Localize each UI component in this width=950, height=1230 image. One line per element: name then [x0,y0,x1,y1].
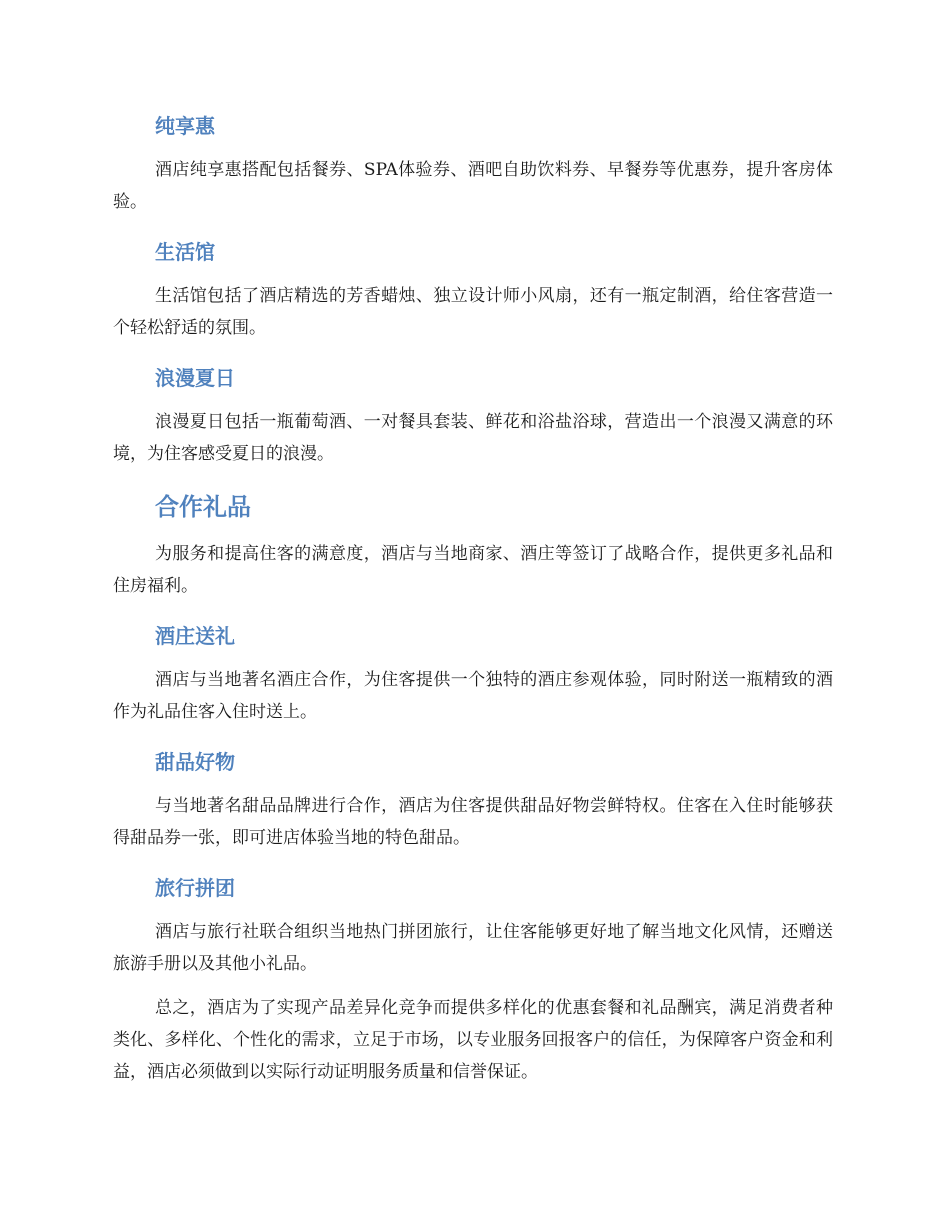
paragraph-hezuolipin: 为服务和提高住客的满意度，酒店与当地商家、酒庄等签订了战略合作，提供更多礼品和住房福利。 [113,544,833,596]
heading-hezuolipin: 合作礼品 [155,493,251,521]
paragraph-langmanxiari: 浪漫夏日包括一瓶葡萄酒、一对餐具套装、鲜花和浴盐浴球，营造出一个浪漫又满意的环境，为住客感受夏日的浪漫。 [113,412,833,464]
paragraph-shenghuoguan: 生活馆包括了酒店精选的芳香蜡烛、独立设计师小风扇，还有一瓶定制酒，给住客营造一个轻松舒适的氛围。 [113,286,833,338]
paragraph-tianpinhaowu: 与当地著名甜品品牌进行合作，酒店为住客提供甜品好物尝鲜特权。住客在入住时能够获得甜品券一张，即可进店体验当地的特色甜品。 [113,796,833,848]
heading-tianpinhaowu: 甜品好物 [155,750,235,774]
heading-jiuzhuangsongli: 酒庄送礼 [155,624,235,648]
paragraph-jiuzhuangsongli: 酒店与当地著名酒庄合作，为住客提供一个独特的酒庄参观体验，同时附送一瓶精致的酒作为礼品住客入住时送上。 [113,670,833,722]
heading-chunxianghui: 纯享惠 [155,114,215,138]
paragraph-conclusion: 总之，酒店为了实现产品差异化竞争而提供多样化的优惠套餐和礼品酬宾，满足消费者种类化、多样化、个性化的需求，立足于市场，以专业服务回报客户的信任，为保障客户资金和利益，酒店必须做到以实际行动证明服务质量和信誉保证。 [113,998,833,1082]
heading-langmanxiari: 浪漫夏日 [155,366,235,390]
document-body [113,104,833,1088]
heading-shenghuoguan: 生活馆 [155,240,215,264]
heading-lvxingpintuan: 旅行拼团 [155,876,235,900]
paragraph-lvxingpintuan: 酒店与旅行社联合组织当地热门拼团旅行，让住客能够更好地了解当地文化风情，还赠送旅游手册以及其他小礼品。 [113,922,833,974]
paragraph-chunxianghui: 酒店纯享惠搭配包括餐券、SPA体验券、酒吧自助饮料券、早餐券等优惠券，提升客房体验。 [113,160,833,212]
